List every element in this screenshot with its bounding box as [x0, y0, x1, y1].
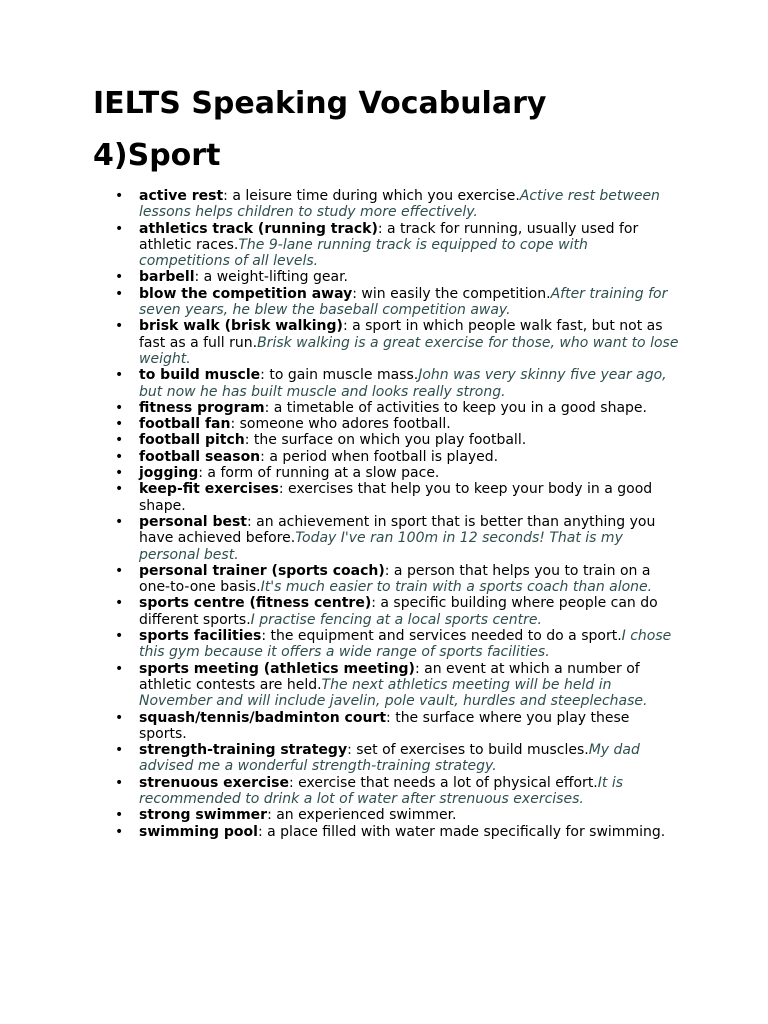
vocab-list-item: [115, 823, 679, 840]
vocab-example: Today I've ran 100m in 12 seconds! That is my personal best.: [139, 530, 623, 563]
vocab-term: football fan: [139, 416, 231, 433]
bullet-icon: •: [115, 823, 124, 840]
bullet-icon: •: [115, 709, 124, 726]
vocab-term: strength-training strategy: [139, 742, 348, 759]
vocab-definition: : a track for running, usually used for athletic races.: [139, 220, 639, 253]
vocab-term: keep-fit exercises: [139, 481, 279, 498]
vocab-term: football season: [139, 448, 261, 465]
bullet-icon: •: [115, 742, 124, 759]
vocab-definition: : the equipment and services needed to do a sport.: [261, 628, 622, 645]
vocab-example: The next athletics meeting will be held in November and will include javelin, pole vault, hurdles and steeplechase.: [139, 676, 648, 710]
bullet-icon: •: [115, 416, 124, 433]
bullet-icon: •: [115, 285, 124, 302]
vocab-list-item: [115, 774, 679, 808]
bullet-icon: •: [115, 628, 124, 645]
section-heading: 4)Sport: [93, 138, 221, 173]
vocab-list-item: [115, 432, 679, 449]
vocab-term: personal best: [139, 513, 248, 530]
vocab-example: My dad advised me a wonderful strength-training strategy.: [139, 742, 640, 775]
bullet-icon: •: [115, 448, 124, 465]
vocab-example: Active rest between lessons helps children to study more effectively.: [139, 188, 660, 221]
vocab-definition: : set of exercises to build muscles.: [347, 742, 589, 759]
vocab-example: I practise fencing at a local sports centre.: [250, 611, 542, 628]
vocab-list-item: [115, 807, 679, 824]
vocab-term: barbell: [139, 269, 195, 286]
vocab-example: After training for seven years, he blew the baseball competition away.: [139, 285, 668, 319]
vocab-list-item: [115, 628, 679, 661]
page-title: IELTS Speaking Vocabulary: [93, 86, 547, 121]
bullet-icon: •: [115, 465, 124, 482]
vocab-list-item: [115, 399, 679, 416]
vocab-definition: : an event at which a number of athletic contests are held.: [139, 660, 640, 693]
bullet-icon: •: [115, 220, 124, 237]
vocab-term: squash/tennis/badminton court: [139, 709, 387, 726]
vocab-list-item: [115, 367, 679, 400]
bullet-icon: •: [115, 399, 124, 416]
vocab-definition: : a timetable of activities to keep you in a good shape.: [264, 399, 647, 416]
vocab-definition: : a leisure time during which you exercise.: [223, 188, 520, 204]
bullet-icon: •: [115, 481, 124, 498]
vocab-definition: : the surface on which you play football.: [244, 432, 527, 449]
vocab-example: It is recommended to drink a lot of water after strenuous exercises.: [139, 774, 624, 807]
vocab-list-item: [115, 269, 679, 286]
vocab-term: jogging: [139, 465, 199, 482]
vocab-example: John was very skinny five year ago, but now he has built muscle and looks really strong.: [139, 367, 667, 400]
bullet-icon: •: [115, 595, 124, 612]
vocab-term: football pitch: [139, 432, 245, 449]
vocab-example: The 9-lane running track is equipped to cope with competitions of all levels.: [139, 236, 588, 270]
vocab-list-item: [115, 416, 679, 433]
bullet-icon: •: [115, 269, 124, 286]
vocab-term: sports facilities: [139, 628, 262, 645]
bullet-icon: •: [115, 562, 124, 579]
vocab-definition: : exercise that needs a lot of physical effort.: [289, 774, 598, 791]
vocab-term: brisk walk (brisk walking): [139, 318, 343, 335]
vocab-definition: : win easily the competition.: [352, 285, 551, 302]
vocab-list-item: [115, 188, 679, 221]
bullet-icon: •: [115, 188, 124, 204]
vocab-term: personal trainer (sports coach): [139, 562, 385, 579]
vocab-list-item: [115, 448, 679, 465]
bullet-icon: •: [115, 774, 124, 791]
vocab-term: to build muscle: [139, 367, 261, 384]
vocab-definition: : to gain muscle mass.: [260, 367, 419, 384]
bullet-icon: •: [115, 318, 124, 335]
vocab-definition: : a sport in which people walk fast, but not as fast as a full run.: [139, 318, 663, 351]
vocab-list-item: [115, 562, 679, 596]
vocab-list-item: [115, 318, 679, 367]
vocab-list-item: [115, 465, 679, 482]
bullet-icon: •: [115, 807, 124, 824]
vocab-term: sports centre (fitness centre): [139, 595, 372, 612]
vocab-example: I chose this gym because it offers a wide range of sports facilities.: [139, 628, 672, 661]
vocab-definition: : someone who adores football.: [230, 416, 451, 433]
vocab-definition: : an achievement in sport that is better than anything you have achieved before.: [139, 513, 656, 547]
bullet-icon: •: [115, 367, 124, 384]
bullet-icon: •: [115, 432, 124, 449]
vocab-term: strong swimmer: [139, 807, 268, 824]
vocab-example: Brisk walking is a great exercise for those, who want to lose weight.: [139, 334, 679, 367]
vocab-definition: : a period when football is played.: [260, 448, 499, 465]
vocab-list-item: [115, 709, 679, 743]
bullet-icon: •: [115, 660, 124, 677]
vocab-term: athletics track (running track): [139, 220, 378, 237]
vocab-list-item: [115, 742, 679, 775]
vocab-term: strenuous exercise: [139, 774, 290, 791]
vocab-list-item: [115, 285, 679, 319]
vocab-example: It's much easier to train with a sports coach than alone.: [260, 579, 653, 596]
vocab-term: blow the competition away: [139, 285, 353, 302]
vocab-list-item: [115, 513, 679, 563]
vocab-list-item: [115, 481, 679, 514]
vocab-definition: : a form of running at a slow pace.: [198, 465, 440, 482]
vocab-definition: : exercises that help you to keep your body in a good shape.: [139, 481, 653, 514]
vocab-list-item: [115, 595, 679, 628]
bullet-icon: •: [115, 513, 124, 530]
vocab-definition: : a person that helps you to train on a one-to-one basis.: [139, 562, 651, 596]
vocab-definition: : a place filled with water made specifically for swimming.: [257, 823, 666, 840]
vocab-term: sports meeting (athletics meeting): [139, 660, 415, 677]
vocab-definition: : an experienced swimmer.: [267, 807, 457, 824]
vocab-definition: : a specific building where people can do different sports.: [139, 595, 658, 628]
vocab-list-item: [115, 660, 679, 710]
vocab-term: active rest: [139, 188, 224, 204]
vocab-term: swimming pool: [139, 823, 258, 840]
vocab-term: fitness program: [139, 399, 265, 416]
vocab-definition: : a weight-lifting gear.: [194, 269, 349, 286]
vocab-list-item: [115, 220, 679, 270]
vocab-definition: : the surface where you play these sports.: [139, 709, 630, 742]
vocabulary-list: [115, 188, 679, 840]
